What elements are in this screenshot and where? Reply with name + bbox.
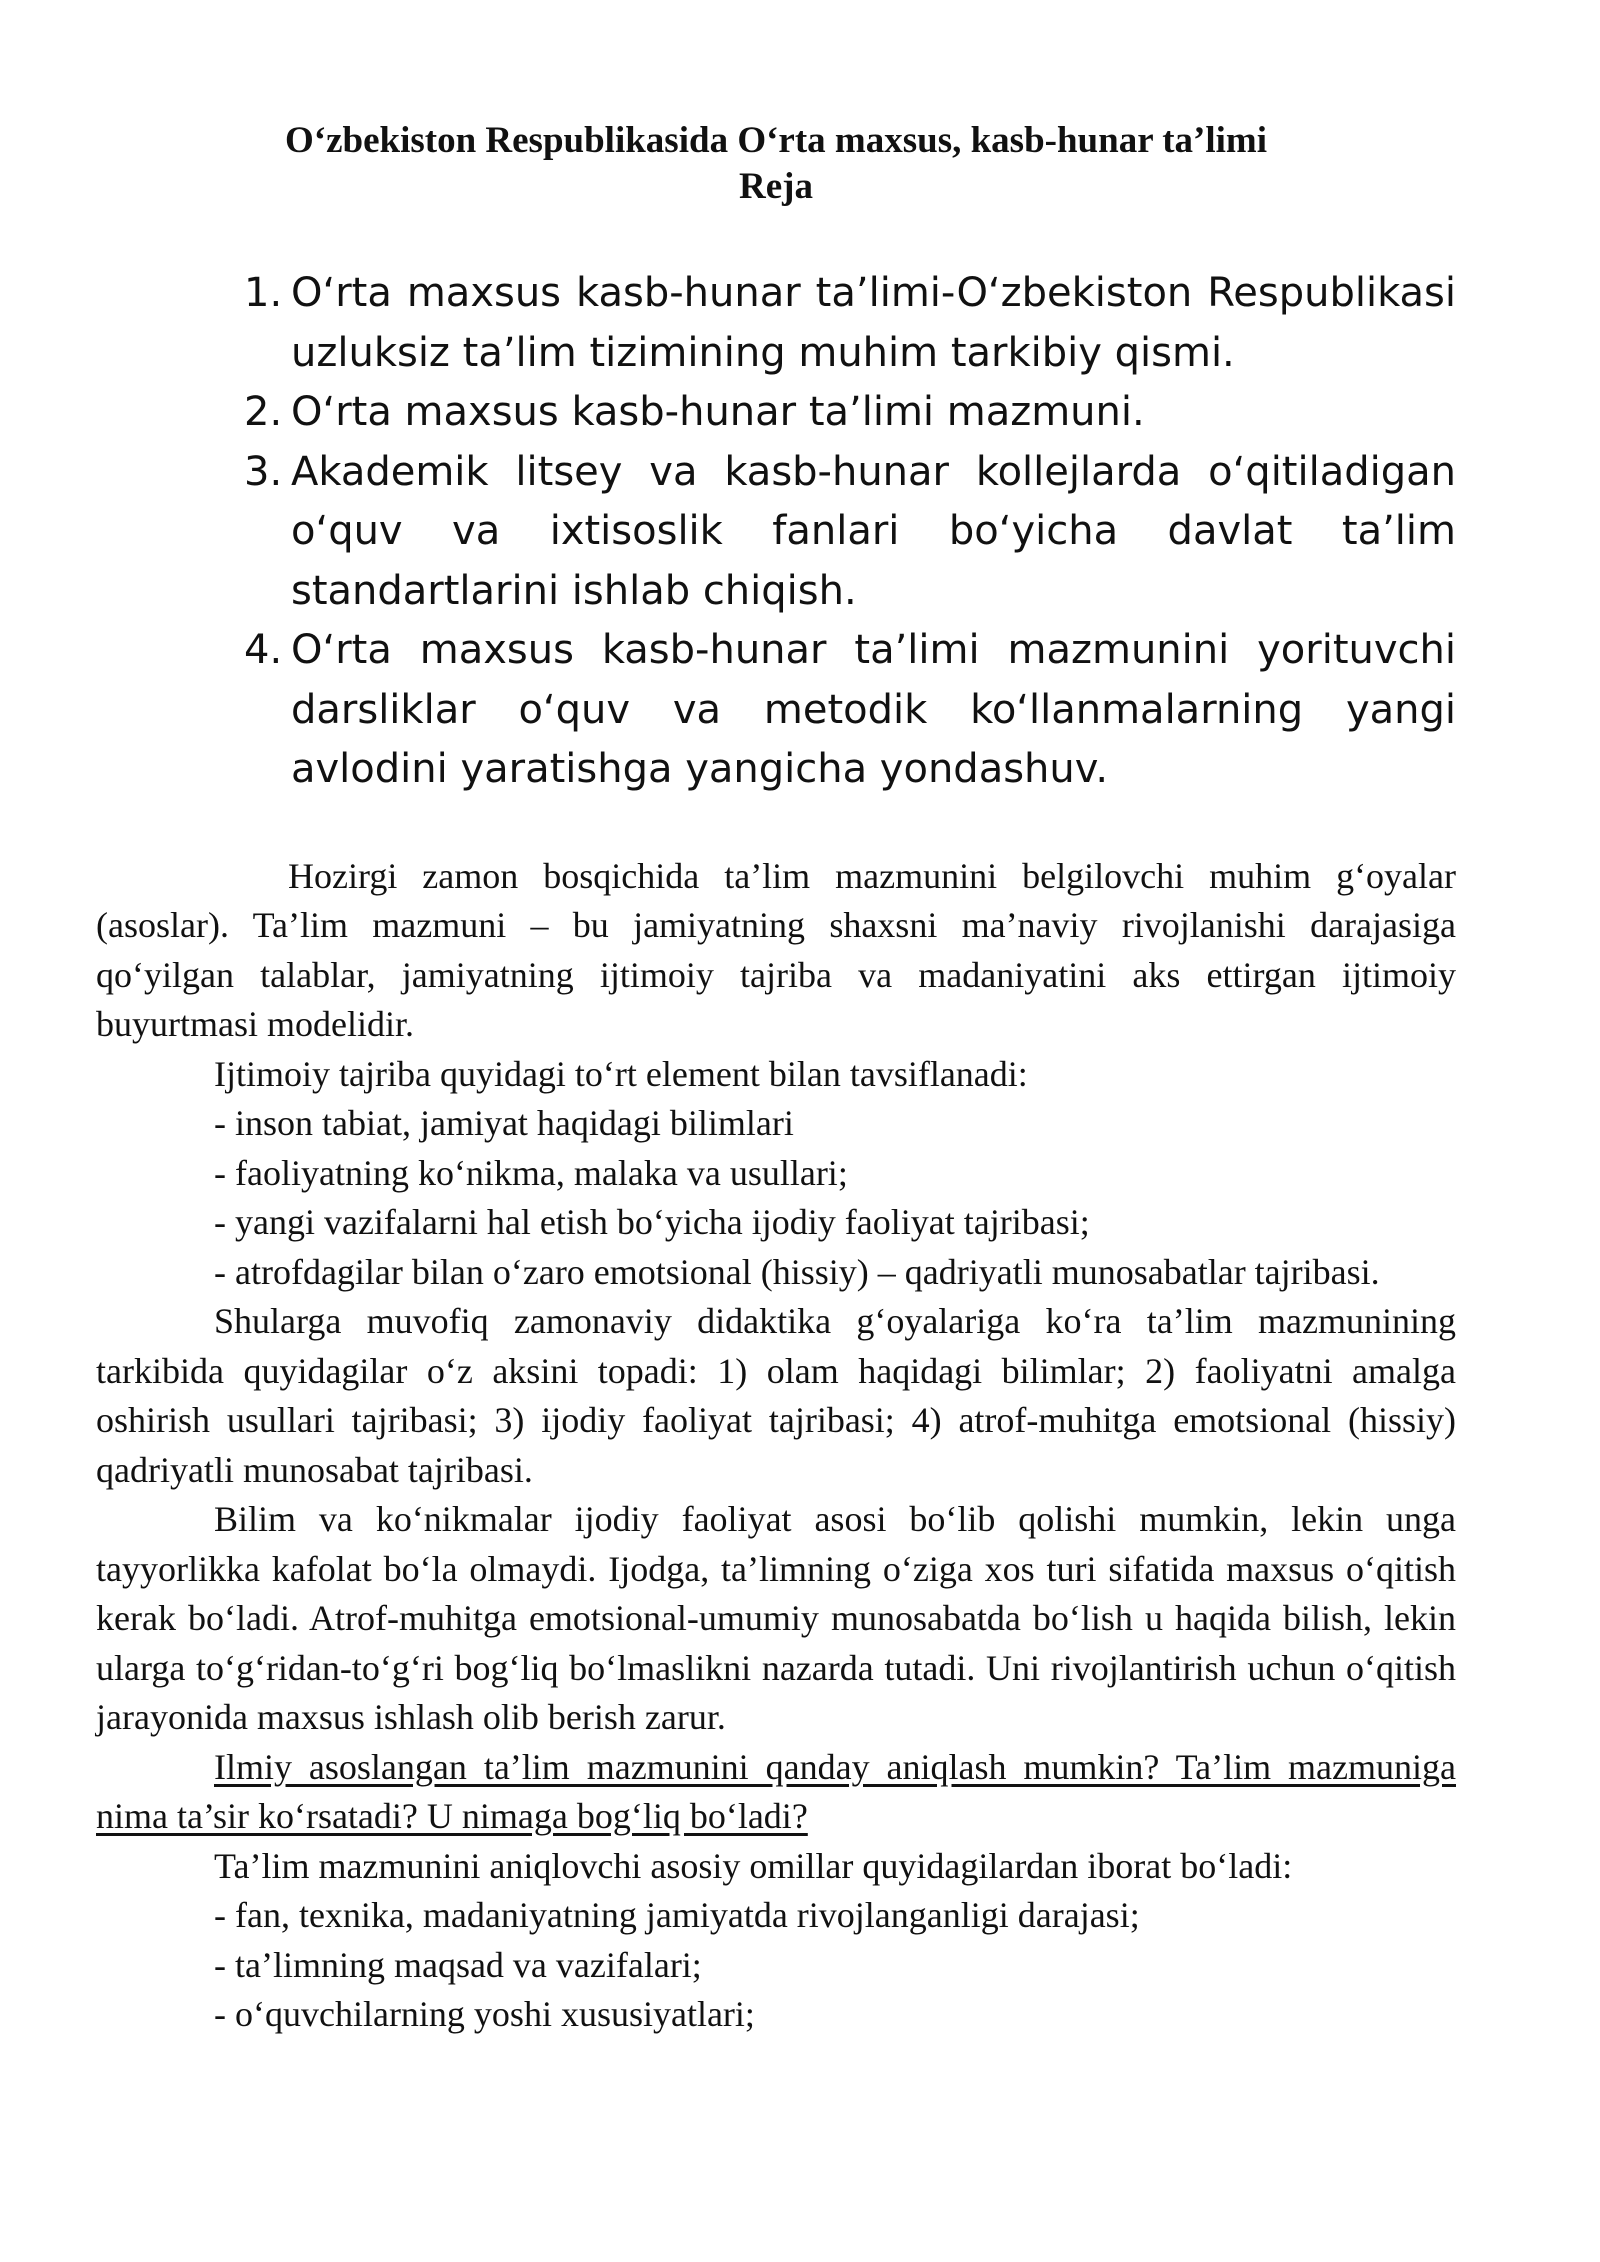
paragraph-intro: Hozirgi zamon bosqichida ta’lim mazmunini belgilovchi muhim g‘oyalar (asoslar). Ta’lim mazmuni – bu jamiyatning shaxsni ma’naviy rivojlanishi darajasiga qo‘yilgan talablar, jamiyatning ijtimoiy tajriba va madaniyatini aks ettirgan ijtimoiy buyurtmasi modelidir. xyxy=(96,855,1456,1044)
paragraph-factors: Ta’lim mazmunini aniqlovchi asosiy omillar quyidagilardan iborat bo‘ladi: xyxy=(214,1845,1293,1886)
plan-list xyxy=(96,264,1456,800)
plan-item-number: 1. xyxy=(244,270,283,316)
plan-item-text: Akademik litsey va kasb-hunar kollejlarda o‘qitiladigan o‘quv va ixtisoslik fanlari bo‘yicha davlat ta’lim standartlarini ishlab chiqish. xyxy=(291,448,1456,614)
factor-item: - o‘quvchilarning yoshi xususiyatlari; xyxy=(214,1994,755,2034)
dash-item: - atrofdagilar bilan o‘zaro emotsional (hissiy) – qadriyatli munosabatlar tajribasi. xyxy=(214,1251,1380,1292)
plan-item-number: 4. xyxy=(244,627,283,673)
dash-item: - inson tabiat, jamiyat haqidagi bilimlari xyxy=(214,1103,794,1143)
plan-item-text: O‘rta maxsus kasb-hunar ta’limi-O‘zbekiston Respublikasi uzluksiz ta’lim tizimining muhim tarkibiy qismi. xyxy=(291,270,1456,376)
plan-item xyxy=(244,443,1456,622)
plan-item xyxy=(244,383,1456,443)
title-line-2: Reja xyxy=(739,166,813,207)
paragraph-skills: Bilim va ko‘nikmalar ijodiy faoliyat asosi bo‘lib qolishi mumkin, lekin unga tayyorlikka kafolat bo‘la olmaydi. Ijodga, ta’limning o‘ziga xos turi sifatida maxsus o‘qitish kerak bo‘ladi. Atrof-muhitga emotsional-umumiy munosabatda bo‘lish u haqida bilish, lekin ularga to‘g‘ridan-to‘g‘ri bog‘liq bo‘lmaslikni nazarda tutadi. Uni rivojlantirish uchun o‘qitish jarayonida maxsus ishlash olib berish zarur. xyxy=(96,1499,1456,1737)
plan-item xyxy=(244,264,1456,383)
paragraph-didactics: Shularga muvofiq zamonaviy didaktika g‘oyalariga ko‘ra ta’lim mazmunining tarkibida quyidagilar o‘z aksini topadi: 1) olam haqidagi bilimlar; 2) faoliyatni amalga oshirish usullari tajribasi; 3) ijodiy faoliyat tajribasi; 4) atrof-muhitga emotsional (hissiy) qadriyatli munosabat tajribasi. xyxy=(96,1301,1456,1490)
question-text: Ilmiy asoslangan ta’lim mazmunini qanday aniqlash mumkin? Ta’lim mazmuniga nima ta’sir ko‘rsatadi? U nimaga bog‘liq bo‘ladi? xyxy=(96,1746,1456,1836)
title-line-1: O‘zbekiston Respublikasida O‘rta maxsus, kasb-hunar ta’limi xyxy=(284,120,1268,161)
factor-item: - ta’limning maqsad va vazifalari; xyxy=(214,1944,702,1985)
dash-item: - yangi vazifalarni hal etish bo‘yicha ijodiy faoliyat tajribasi; xyxy=(214,1202,1090,1242)
plan-item-number: 2. xyxy=(244,389,283,435)
plan-item-number: 3. xyxy=(244,448,283,495)
document-title xyxy=(96,118,1456,210)
plan-item-text: O‘rta maxsus kasb-hunar ta’limi mazmunini yorituvchi darsliklar o‘quv va metodik ko‘llanmalarning yangi avlodini yaratishga yangicha yondashuv. xyxy=(291,627,1456,792)
paragraph-social-experience: Ijtimoiy tajriba quyidagi to‘rt element bilan tavsiflanadi: xyxy=(214,1053,1028,1094)
factor-item: - fan, texnika, madaniyatning jamiyatda rivojlanganligi darajasi; xyxy=(214,1895,1140,1935)
document-body xyxy=(96,852,1456,2040)
plan-item-text: O‘rta maxsus kasb-hunar ta’limi mazmuni. xyxy=(291,389,1145,435)
underlined-question xyxy=(96,1743,1456,1842)
plan-item xyxy=(244,621,1456,800)
dash-item: - faoliyatning ko‘nikma, malaka va usullari; xyxy=(214,1152,848,1193)
